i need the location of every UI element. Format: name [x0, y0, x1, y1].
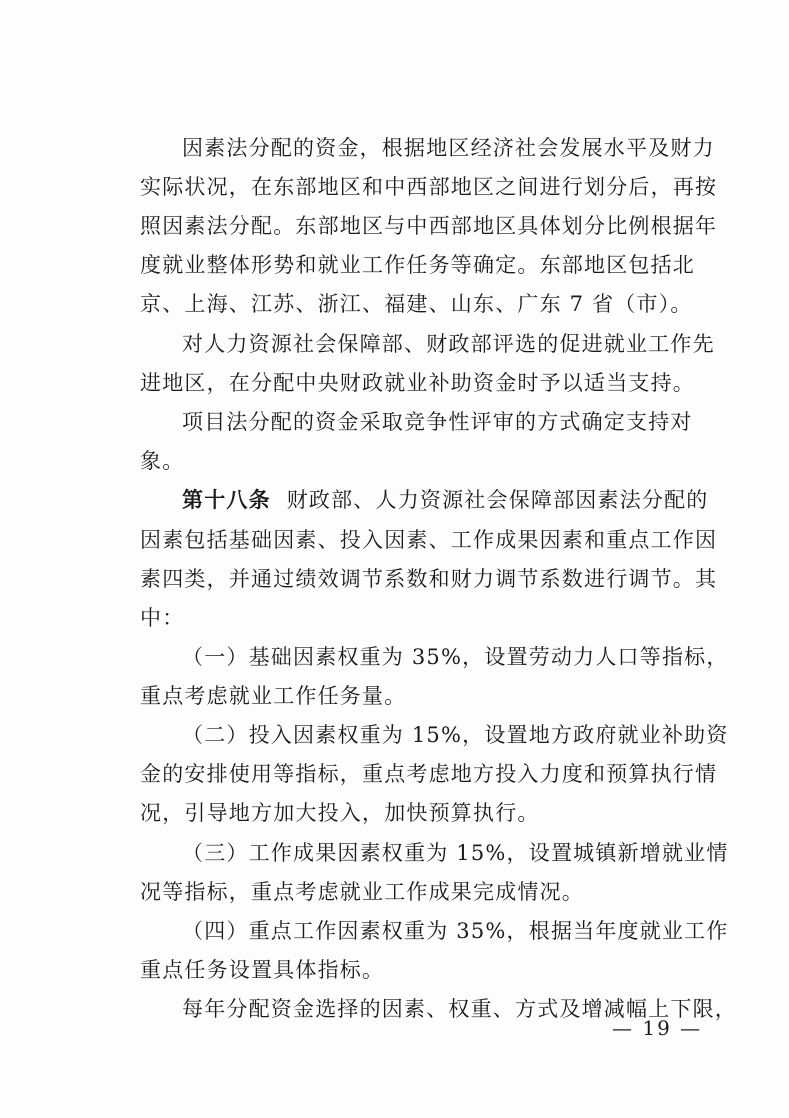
paragraph-line: 况等指标，重点考虑就业工作成果完成情况。	[140, 880, 584, 904]
article-text: 财政部、人力资源社会保障部因素法分配的	[286, 488, 709, 512]
paragraph-line: 重点任务设置具体指标。	[140, 958, 385, 982]
paragraph-line: 对人力资源社会保障部、财政部评选的促进就业工作先	[182, 332, 715, 356]
paragraph-line: 京、上海、江苏、浙江、福建、山东、广东 7 省（市）。	[140, 292, 693, 316]
paragraph-line: 因素法分配的资金，根据地区经济社会发展水平及财力	[182, 136, 715, 160]
paragraph-line: 金的安排使用等指标，重点考虑地方投入力度和预算执行情	[140, 762, 718, 786]
paragraph-line: 每年分配资金选择的因素、权重、方式及增减幅上下限，	[182, 997, 737, 1021]
paragraph-line: 度就业整体形势和就业工作任务等确定。东部地区包括北	[140, 253, 695, 277]
paragraph-line: （一）基础因素权重为 35%，设置劳动力人口等指标，	[182, 645, 729, 669]
page-number: — 19 —	[612, 1016, 703, 1040]
paragraph-line: （二）投入因素权重为 15%，设置地方政府就业补助资	[182, 723, 729, 747]
paragraph-line: 况，引导地方加大投入，加快预算执行。	[140, 801, 540, 825]
article-line	[182, 485, 709, 515]
paragraph-line: 因素包括基础因素、投入因素、工作成果因素和重点工作因	[140, 528, 718, 552]
article-heading: 第十八条	[182, 487, 271, 512]
paragraph-line: 实际状况，在东部地区和中西部地区之间进行划分后，再按	[140, 175, 718, 199]
paragraph-line: 照因素法分配。东部地区与中西部地区具体划分比例根据年	[140, 214, 718, 238]
paragraph-line: 重点考虑就业工作任务量。	[140, 684, 407, 708]
paragraph-line: 项目法分配的资金采取竞争性评审的方式确定支持对	[182, 410, 693, 434]
paragraph-line: 进地区，在分配中央财政就业补助资金时予以适当支持。	[140, 371, 695, 395]
paragraph-line: 象。	[140, 449, 185, 473]
paragraph-line: （三）工作成果因素权重为 15%，设置城镇新增就业情	[182, 841, 729, 865]
paragraph-line: （四）重点工作因素权重为 35%，根据当年度就业工作	[182, 919, 729, 943]
paragraph-line: 中：	[140, 606, 185, 630]
paragraph-line: 素四类，并通过绩效调节系数和财力调节系数进行调节。其	[140, 567, 718, 591]
